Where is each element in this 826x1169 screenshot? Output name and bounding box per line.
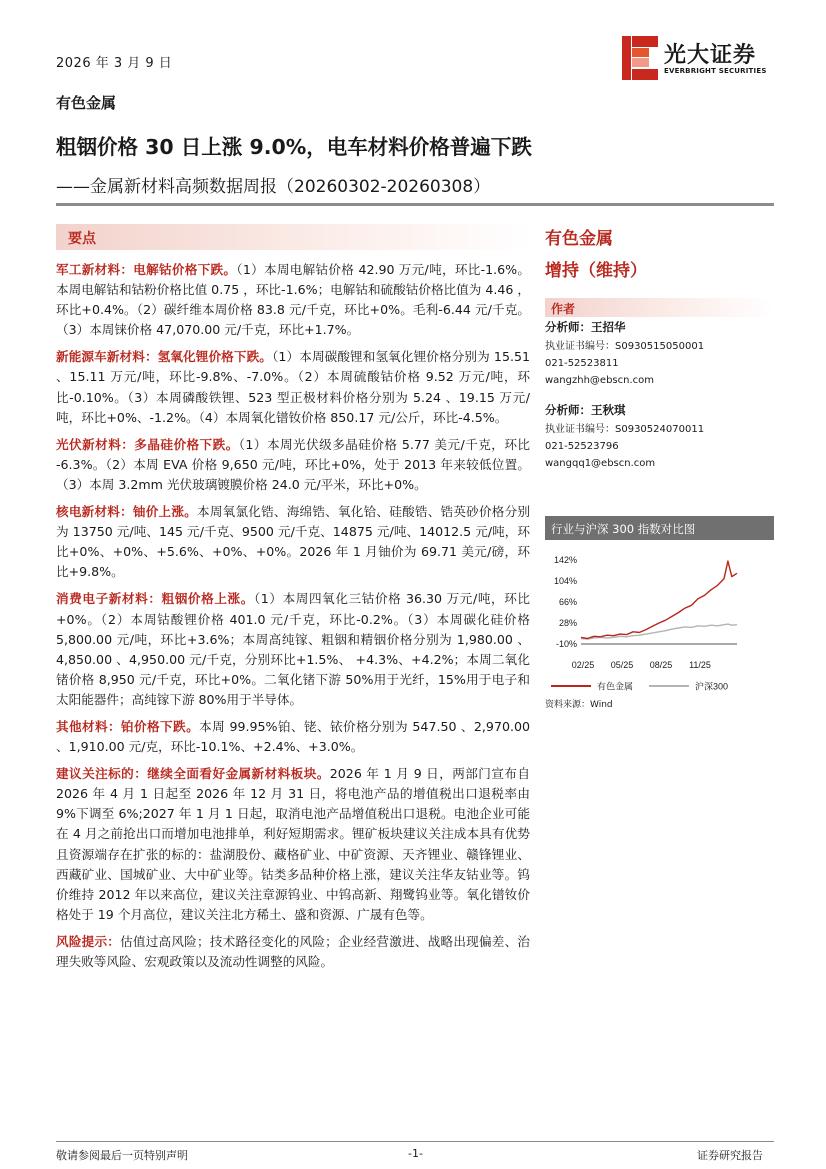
rating-sector: 有色金属 bbox=[545, 229, 613, 249]
analyst-name: 分析师：王秋琪 bbox=[545, 403, 626, 417]
report-date: 2026 年 3 月 9 日 bbox=[56, 56, 173, 71]
paragraph-head: 建议关注标的：继续全面看好金属新材料板块。 bbox=[56, 766, 330, 782]
x-tick-label: 05/25 bbox=[610, 660, 634, 670]
y-tick-label: 142% bbox=[553, 555, 577, 565]
analyst-license: 执业证书编号：S0930515050001 bbox=[545, 341, 705, 352]
analyst-card bbox=[545, 318, 774, 389]
footer-divider bbox=[56, 1141, 774, 1142]
analyst-card bbox=[545, 401, 774, 472]
paragraph-body: 2026 年 1 月 9 日，两部门宣布自 2026 年 4 月 1 日起至 2026 年 12 月 31 日，将电池产品的增值税出口退税率由 9%下调至 6%;2027 年 1 月 1 日起，取消电池产品增值税出口退税。电池企业可能在 4 月之前抢出口而增加电池排单，利好短期需求。锂矿板块建议关注成本具有优势且资源端存在扩张的标的：盐湖股份、藏格矿业、中矿资源、天齐锂业、赣锋锂业、西藏矿业、国城矿业、大中矿业等。钴类多品种价格上涨，建议关注华友钴业等。钨价维持 2012 年以来高位，建议关注章源钨业、中钨高新、翔鹭钨业等。氧化镨钕价格处于 19 个月高位，建议关注北方稀土、盛和资源、广晟有色等。 bbox=[56, 766, 531, 922]
summary-heading: 要点 bbox=[68, 231, 96, 247]
paragraph-body: （1）本周四氧化三钴价格 36.30 万元/吨，环比+0%。（2）本周钴酸锂价格 401.0 元/千克，环比-0.2%。（3）本周碳化硅价格 5,800.00 元/吨，环比+3.6%；本周高纯镓、粗铟和精铟价格分别为 1,980.00 、4,850.00 、4,950.00 元/千克，分别环比+1.5%、 +4.3%、+4.2%；本周二氧化锗价格 8,950 元/千克，环比+0%。二氧化锗下游 50%用于光纤，15%用于电子和太阳能器件；高纯镓下游 80%用于半导体。 bbox=[56, 591, 531, 707]
author-heading: 作者 bbox=[551, 302, 576, 316]
paragraph-head: 消费电子新材料：粗铟价格上涨。 bbox=[56, 591, 254, 607]
paragraph-other-materials bbox=[56, 717, 530, 757]
paragraph-body: 本周 99.95%铂、铑、铱价格分别为 547.50 、2,970.00 、1,910.00 元/克，环比-10.1%、+2.4%、+3.0%。 bbox=[56, 718, 530, 755]
paragraph-body: （1）本周碳酸锂和氢氧化锂价格分别为 15.51 、15.11 万元/吨，环比-9.8%、-7.0%。（2）本周硫酸钴价格 9.52 万元/吨，环比-0.10%。（3）本周磷酸铁锂、523 型正极材料价格分别为 5.24 、19.15 万元/吨，环比+0%、-1.2%。（4）本周氧化镨钕价格 850.17 元/公斤，环比-4.5%。 bbox=[56, 349, 530, 425]
paragraph-head: 其他材料：铂价格下跌。 bbox=[56, 718, 200, 734]
performance-chart bbox=[545, 548, 774, 698]
investment-rating: 增持（维持） bbox=[545, 261, 647, 281]
y-tick-label: 28% bbox=[558, 618, 577, 628]
chart-heading-bar bbox=[545, 516, 774, 540]
paragraph-new-energy bbox=[56, 347, 530, 427]
summary-heading-bar bbox=[56, 224, 530, 250]
report-sector: 有色金属 bbox=[56, 94, 117, 112]
paragraph-head: 核电新材料：铀价上涨。 bbox=[56, 504, 197, 520]
y-tick-label: 104% bbox=[553, 576, 577, 586]
analyst-email[interactable]: wangzhh@ebscn.com bbox=[545, 375, 654, 386]
analyst-phone: 021-52523796 bbox=[545, 441, 619, 452]
analyst-name: 分析师：王招华 bbox=[545, 320, 626, 334]
analyst-email[interactable]: wangqq1@ebscn.com bbox=[545, 458, 656, 469]
report-subtitle: ——金属新材料高频数据周报（20260302-20260308） bbox=[56, 177, 491, 197]
summary-body bbox=[56, 260, 530, 979]
paragraph-head: 新能源车新材料：氢氧化锂价格下跌。 bbox=[56, 349, 272, 365]
x-tick-label: 11/25 bbox=[689, 660, 711, 670]
analyst-phone: 021-52523811 bbox=[545, 358, 619, 369]
paragraph-body: （1）本周电解钴价格 42.90 万元/吨，环比-1.6%。本周电解钴和钴粉价格比值 0.75 ，环比-1.6%；电解钴和硫酸钴价格比值为 4.46 ，环比+0.4%。（2）碳纤维本周价格 83.8 元/千克，环比+0%。毛利-6.44 元/千克。（3）本周铼价格 47,070.00 元/千克，环比+1.7%。 bbox=[56, 262, 530, 338]
paragraph-body: 估值过高风险；技术路径变化的风险；企业经营激进、战略出现偏差、治理失败等风险、宏观政策以及流动性调整的风险。 bbox=[56, 933, 531, 969]
x-tick-label: 02/25 bbox=[571, 660, 595, 670]
legend-label: 有色金属 bbox=[597, 681, 634, 692]
page-number: -1- bbox=[408, 1147, 423, 1160]
everbright-logo-icon bbox=[620, 36, 660, 80]
logo-english-name: EVERBRIGHT SECURITIES bbox=[664, 67, 767, 75]
paragraph-recommendations bbox=[56, 764, 530, 925]
report-title: 粗铟价格 30 日上涨 9.0%，电车材料价格普遍下跌 bbox=[56, 135, 532, 159]
paragraph-nuclear bbox=[56, 502, 530, 582]
paragraph-body: 本周氧氯化锆、海绵锆、氧化铪、硅酸锆、锆英砂价格分别为 13750 元/吨、145 元/千克、9500 元/千克、14875 元/吨、14012.5 元/吨，环比+0%、+0%、+5.6%、+0%、+0%。2026 年 1 月铀价为 69.71 美元/磅，环比+9.8%。 bbox=[56, 504, 531, 580]
paragraph-body: （1）本周光伏级多晶硅价格 5.77 美元/千克，环比 -6.3%。（2）本周 EVA 价格 9,650 元/吨，环比+0%，处于 2013 年来较低位置。（3）本周 3.2mm 光伏玻璃镀膜价格 24.0 元/平米，环比+0%。 bbox=[56, 436, 530, 492]
paragraph-head: 军工新材料：电解钴价格下跌。 bbox=[56, 262, 237, 277]
x-tick-label: 08/25 bbox=[649, 660, 673, 670]
series-line bbox=[581, 561, 737, 638]
paragraph-consumer-electronics bbox=[56, 589, 530, 710]
analyst-license: 执业证书编号：S0930524070011 bbox=[545, 424, 705, 435]
author-heading-bar bbox=[545, 298, 774, 317]
paragraph-head: 风险提示： bbox=[56, 933, 121, 949]
series-line bbox=[581, 624, 737, 639]
logo-chinese-name: 光大证券 bbox=[664, 43, 757, 68]
paragraph-photovoltaic bbox=[56, 435, 530, 495]
footer-disclaimer: 敬请参阅最后一页特别声明 bbox=[56, 1149, 188, 1162]
paragraph-head: 光伏新材料：多晶硅价格下跌。 bbox=[56, 436, 239, 452]
paragraph-risk bbox=[56, 932, 530, 972]
y-tick-label: -10% bbox=[555, 639, 577, 649]
header-divider bbox=[56, 203, 774, 206]
chart-heading: 行业与沪深 300 指数对比图 bbox=[551, 522, 696, 536]
footer-report-type: 证券研究报告 bbox=[697, 1149, 763, 1162]
company-logo bbox=[620, 36, 780, 82]
y-tick-label: 66% bbox=[558, 597, 577, 607]
legend-label: 沪深300 bbox=[695, 681, 729, 692]
chart-source: 资料来源：Wind bbox=[545, 700, 613, 710]
paragraph-military bbox=[56, 260, 530, 340]
